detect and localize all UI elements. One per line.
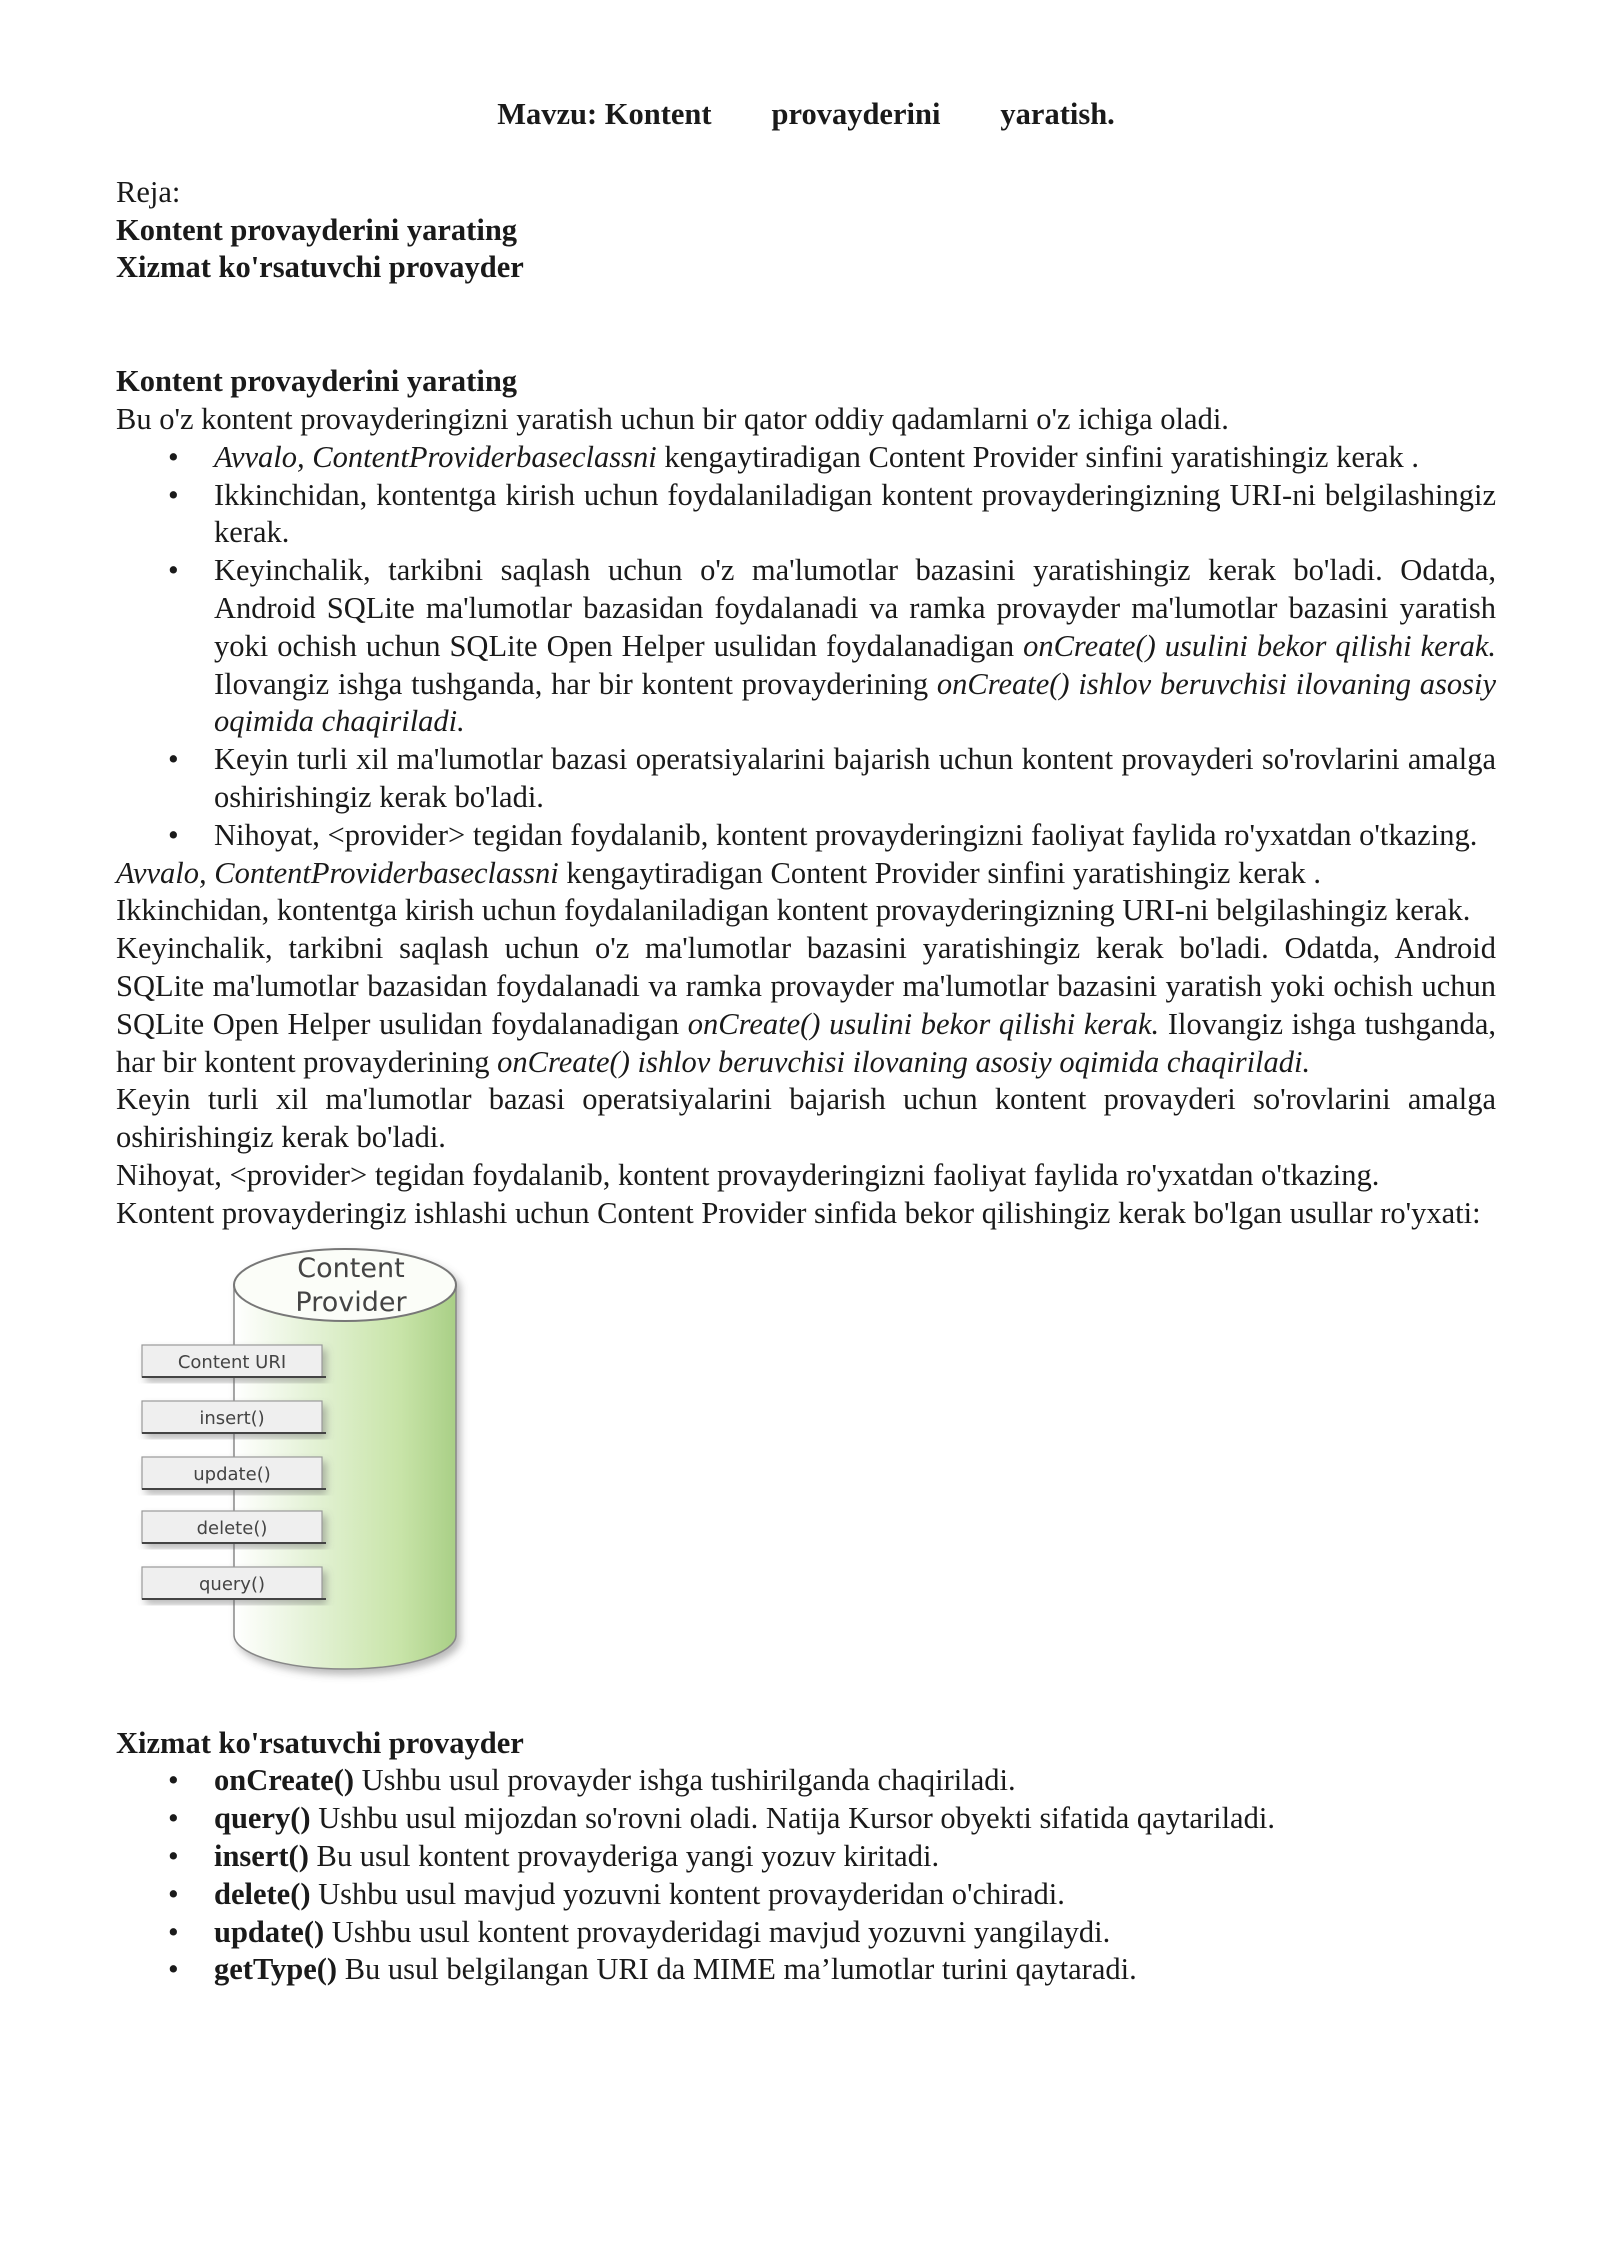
title-word-1: Mavzu: Kontent [497,97,712,131]
tab-label: update() [193,1463,271,1485]
paragraph: Keyinchalik, tarkibni saqlash uchun o'z ma'lumotlar bazasini yaratishingiz kerak bo'ladi. Odatda, Android SQLite ma'lumotlar bazasidan foydalanadi va ramka provayder ma'lumotlar bazasini yaratish yoki ochish uchun SQLite Open Helper usulidan foydalanadigan onCreate() usulini bekor qilishi kerak. Ilovangiz ishga tushganda, har bir kontent provayderining onCreate() ishlov beruvchisi ilovaning asosiy oqimida chaqiriladi. [116,931,1496,1079]
list-item: • Nihoyat, <provider> tegidan foydalanib, kontent provayderingizni faoliyat faylida ro'yxatdan o'tkazing. [116,817,1496,855]
tab-insert [142,1401,326,1433]
steps-list [116,439,1496,855]
paragraph: Nihoyat, <provider> tegidan foydalanib, kontent provayderingizni faoliyat faylida ro'yxatdan o'tkazing. [116,1157,1380,1192]
tab-query [142,1567,326,1599]
list-item: • insert() Bu usul kontent provayderiga yangi yozuv kiritadi. [116,1838,1496,1876]
plan-label: Reja: [116,174,181,209]
list-item: • update() Ushbu usul kontent provayderidagi mavjud yozuvni yangilaydi. [116,1914,1496,1952]
section-create-provider [116,363,1496,1232]
cylinder-label-2: Provider [295,1286,407,1318]
methods-list [116,1762,1496,1989]
tab-content-uri [142,1345,326,1377]
section-service-provider [116,1725,1496,1990]
tab-label: insert() [199,1407,265,1429]
plan-block [116,174,1496,287]
content-provider-figure [126,1245,486,1685]
section-1-intro: Bu o'z kontent provayderingizni yaratish uchun bir qator oddiy qadamlarni o'z ichiga oladi. [116,401,1229,436]
paragraph: Kontent provayderingiz ishlashi uchun Content Provider sinfida bekor qilishingiz kerak bo'lgan usullar ro'yxati: [116,1195,1481,1230]
tab-update [142,1457,326,1489]
tab-label: query() [198,1573,266,1595]
tab-label: delete() [196,1517,268,1539]
list-item: • delete() Ushbu usul mavjud yozuvni kontent provayderidan o'chiradi. [116,1876,1496,1914]
tab-delete [142,1511,326,1543]
list-item: • Keyinchalik, tarkibni saqlash uchun o'z ma'lumotlar bazasini yaratishingiz kerak bo'ladi. Odatda, Android SQLite ma'lumotlar bazasidan foydalanadi va ramka provayder ma'lumotlar bazasini yaratish yoki ochish uchun SQLite Open Helper usulidan foydalanadigan onCreate() usulini bekor qilishi kerak. Ilovangiz ishga tushganda, har bir kontent provayderining onCreate() ishlov beruvchisi ilovaning asosiy oqimida chaqiriladi. [116,552,1496,741]
document-page [116,96,1496,1989]
plan-item-2: Xizmat ko'rsatuvchi provayder [116,250,524,285]
list-item: • getType() Bu usul belgilangan URI da MIME ma’lumotlar turini qaytaradi. [116,1951,1496,1989]
paragraph: Keyin turli xil ma'lumotlar bazasi operatsiyalarini bajarish uchun kontent provayderi so'rovlarini amalga oshirishingiz kerak bo'ladi. [116,1082,1496,1155]
document-title [116,96,1496,134]
cylinder-diagram [126,1245,486,1685]
title-word-3: yaratish. [1000,97,1115,131]
paragraph: Avvalo, ContentProviderbaseclassni kengaytiradigan Content Provider sinfini yaratishingiz kerak . [116,855,1322,890]
list-item: • query() Ushbu usul mijozdan so'rovni oladi. Natija Kursor obyekti sifatida qaytariladi. [116,1800,1496,1838]
tab-label: Content URI [177,1351,287,1373]
list-item: • Ikkinchidan, kontentga kirish uchun foydalaniladigan kontent provayderingizning URI-ni belgilashingiz kerak. [116,477,1496,553]
section-1-heading: Kontent provayderini yarating [116,364,518,399]
list-item: • Keyin turli xil ma'lumotlar bazasi operatsiyalarini bajarish uchun kontent provayderi so'rovlarini amalga oshirishingiz kerak bo'ladi. [116,741,1496,817]
title-word-2: provayderini [771,97,941,131]
paragraph: Ikkinchidan, kontentga kirish uchun foydalaniladigan kontent provayderingizning URI-ni belgilashingiz kerak. [116,893,1471,928]
plan-item-1: Kontent provayderini yarating [116,212,518,247]
list-item: • onCreate() Ushbu usul provayder ishga tushirilganda chaqiriladi. [116,1762,1496,1800]
section-2-heading: Xizmat ko'rsatuvchi provayder [116,1725,524,1760]
cylinder-label-1: Content [297,1252,405,1284]
list-item: • Avvalo, ContentProviderbaseclassni kengaytiradigan Content Provider sinfini yaratishingiz kerak . [116,439,1496,477]
